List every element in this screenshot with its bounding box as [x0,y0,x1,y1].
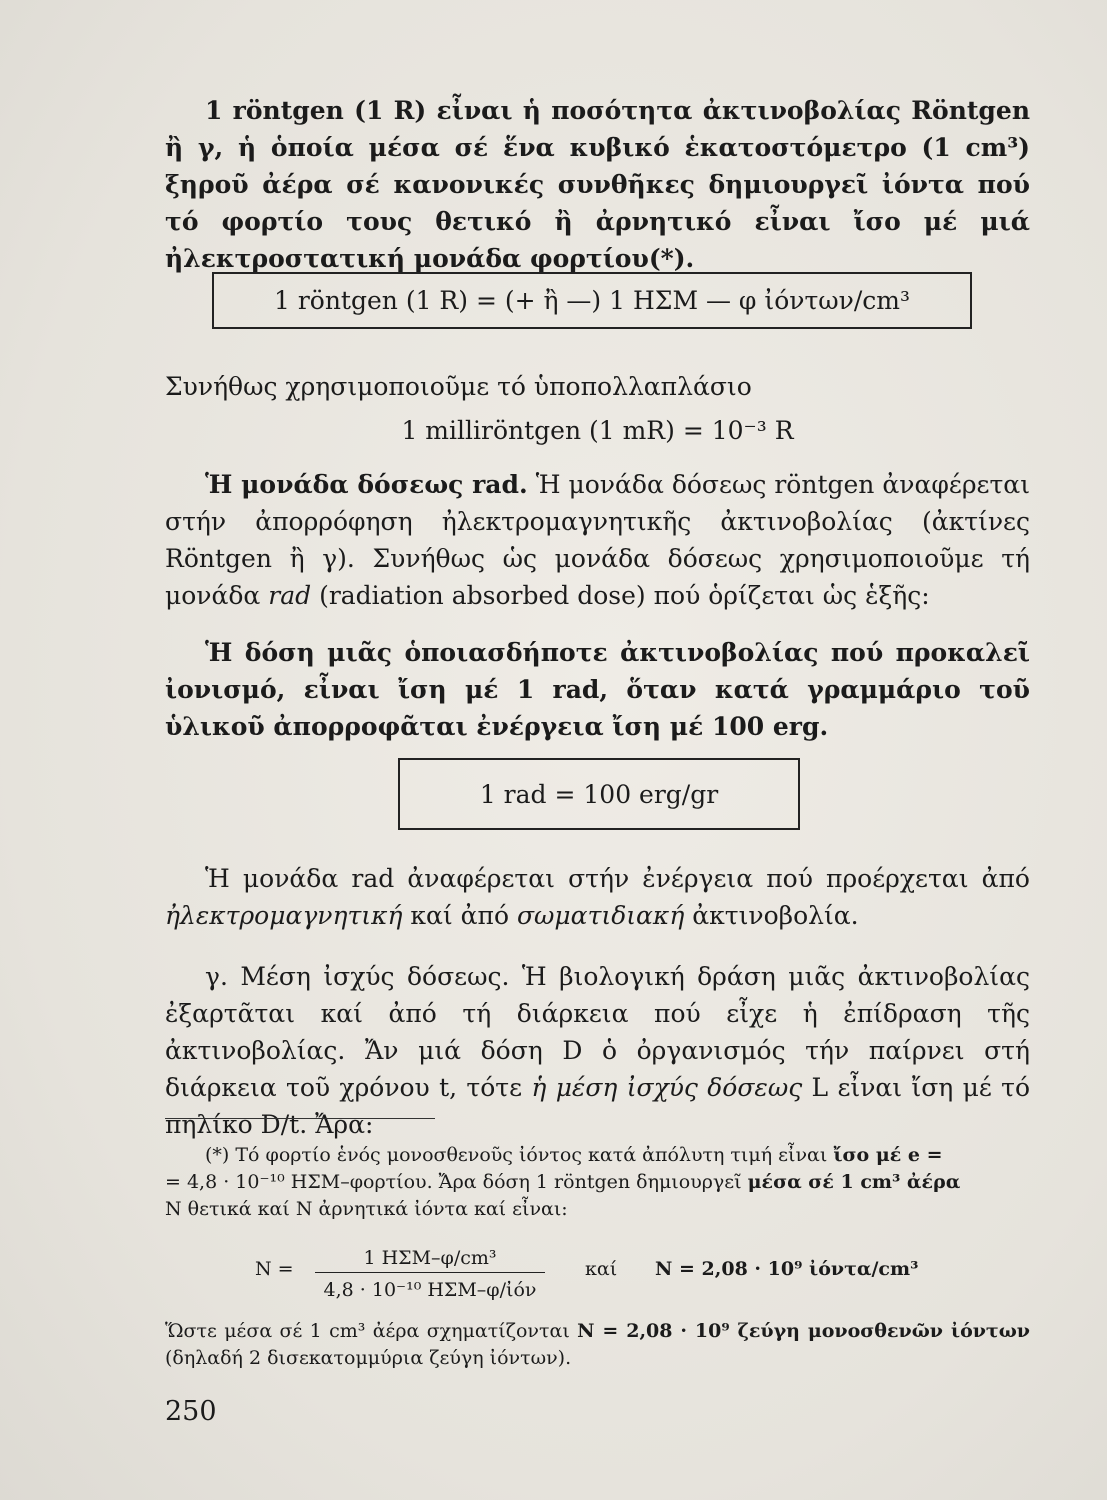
formula-result: N = 2,08 · 10⁹ ἰόντα/cm³ [655,1258,919,1280]
rad-section-text: Ἡ μονάδα δόσεως röntgen ἀναφέρεται στήν ἀπορρόφηση ἠλεκτρομαγνητικῆς ἀκτινοβολίας (ἀκτίνες Röntgen ἢ γ). Συνήθως ὡς μονάδα δόσεως χρησιμοποιοῦμε τή μονάδα [165,470,1030,610]
page-number: 250 [165,1396,217,1427]
footnote-conclusion-text: Ὥστε μέσα σέ 1 cm³ ἀέρα σχηματίζονται [165,1320,578,1342]
rad-section-paragraph [165,466,1030,614]
formula-denominator: 4,8 · 10⁻¹⁰ ΗΣΜ–φ/ἰόν [323,1279,537,1301]
submultiple-intro: Συνήθως χρησιμοποιοῦμε τό ὑποπολλαπλάσιο [165,372,752,401]
rad-note-end: ἀκτινοβολία. [684,901,859,930]
rad-section-heading: Ἡ μονάδα δόσεως rad. [205,470,528,499]
footnote-block [165,1142,1030,1223]
rad-note [165,860,1030,934]
rad-section-text-end: (radiation absorbed dose) πού ὁρίζεται ὡς ἑξῆς: [311,581,930,610]
roentgen-formula-box [212,272,972,329]
rad-note-block [165,860,1030,934]
dose-rate-block [165,958,1030,1143]
submultiple-formula: 1 milliröntgen (1 mR) = 10⁻³ R [401,416,794,445]
footnote-conclusion-block [165,1318,1030,1372]
footnote-line-3: N θετικά καί N ἀρνητικά ἰόντα καί εἶναι: [165,1198,568,1220]
footnote-formula [255,1244,955,1310]
footnote-line-2-text: = 4,8 · 10⁻¹⁰ ΗΣΜ–φορτίου. Ἄρα δόση 1 röntgen δημιουργεῖ [165,1171,748,1193]
roentgen-definition-block [165,92,1030,277]
rad-note-start: Ἡ μονάδα rad ἀναφέρεται στήν ἐνέργεια πού προέρχεται ἀπό [205,864,1030,893]
rad-formula-box [398,758,800,830]
footnote-line-1-bold: ἴσο μέ e = [833,1144,943,1166]
roentgen-formula: 1 röntgen (1 R) = (+ ἢ —) 1 ΗΣΜ — φ ἰόντων/cm³ [273,286,911,315]
dose-rate-end: L εἶναι ἴση μέ τό πηλίκο D/t. Ἄρα: [165,1073,1031,1139]
submultiple-block [165,368,1030,405]
rad-note-mid: καί ἀπό [402,901,517,930]
footnote-line-1-text: (*) Τό φορτίο ἑνός μονοσθενοῦς ἰόντος κατά ἀπόλυτη τιμή εἶναι [205,1144,834,1166]
rad-note-em-particle: σωματιδιακή [516,901,685,930]
roentgen-definition: 1 röntgen (1 R) εἶναι ἡ ποσότητα ἀκτινοβολίας Röntgen ἢ γ, ἡ ὁποία μέσα σέ ἕνα κυβικό ἑκατοστόμετρο (1 cm³) ξηροῦ ἀέρα σέ κανονικές συνθῆκες δημιουργεῖ ἰόντα πού τό φορτίο τους θετικό ἢ ἀρνητικό εἶναι ἴσο μέ μιά ἠλεκτροστατική μονάδα φορτίου(*). [165,96,1030,273]
footnote-line-2-bold: μέσα σέ 1 cm³ ἀέρα [747,1171,961,1193]
rad-section-block [165,466,1030,614]
footnote-conclusion-end: (δηλαδή 2 δισεκατομμύρια ζεύγη ἰόντων). [165,1347,572,1369]
formula-lhs: N = [255,1258,294,1280]
rad-note-em-electromagnetic: ἠλεκτρομαγνητική [165,901,403,930]
dose-rate-text: Ἡ βιολογική δράση μιᾶς ἀκτινοβολίας ἐξαρτᾶται καί ἀπό τή διάρκεια πού εἶχε ἡ ἐπίδραση τῆς ἀκτινοβολίας. Ἄν μιά δόση D ὁ ὀργανισμός τήν παίρνει στή διάρκεια τοῦ χρόνου t, τότε [165,962,1030,1102]
formula-fraction [315,1244,545,1303]
formula-numerator: 1 ΗΣΜ–φ/cm³ [315,1244,545,1273]
rad-formula: 1 rad = 100 erg/gr [479,779,719,809]
dose-rate-label: γ. Μέση ἰσχύς δόσεως. [205,962,510,991]
formula-and: καί [585,1258,618,1280]
footnote-conclusion [165,1318,1030,1372]
dose-rate-em: ἡ μέση ἰσχύς δόσεως [531,1073,803,1102]
rad-term: rad [268,581,312,610]
footnote-conclusion-bold: N = 2,08 · 10⁹ ζεύγη μονοσθενῶν ἰόντων [577,1320,1030,1342]
rad-definition-block [165,634,1030,745]
footnote-rule [165,1118,435,1119]
footnote-line-1 [165,1142,1030,1169]
dose-rate-paragraph [165,958,1030,1143]
footnote-line-2 [165,1169,1030,1196]
rad-definition: Ἡ δόση μιᾶς ὁποιασδήποτε ἀκτινοβολίας πού προκαλεῖ ἰονισμό, εἶναι ἴση μέ 1 rad, ὅταν κατά γραμμάριο τοῦ ὑλικοῦ ἀπορροφᾶται ἐνέργεια ἴση μέ 100 erg. [165,638,1030,741]
